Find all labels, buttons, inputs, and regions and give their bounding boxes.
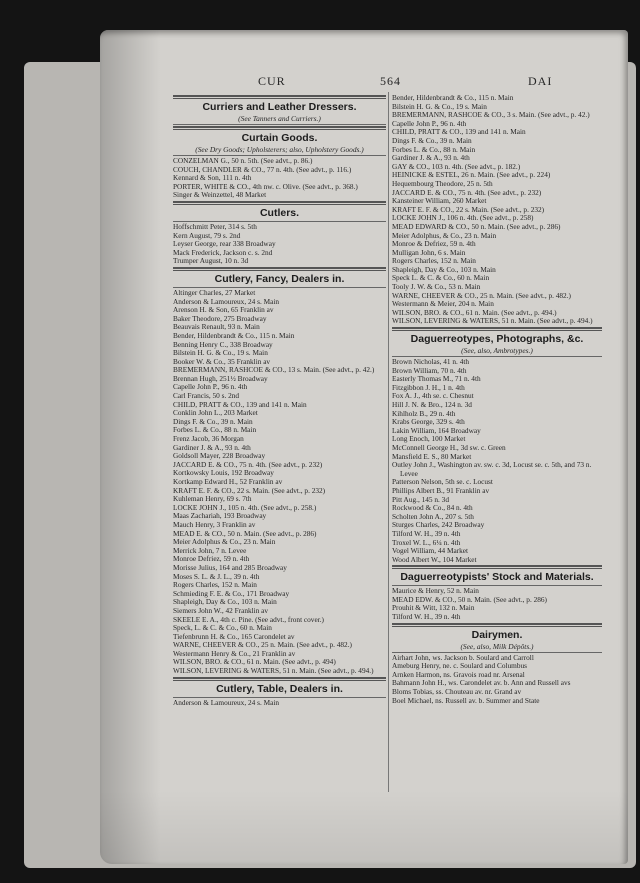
directory-entry: Leyser George, rear 338 Broadway	[173, 239, 276, 249]
section-title: Cutlery, Table, Dealers in.	[216, 682, 343, 695]
directory-entry: BREMERMANN, RASHCOE & CO., 3 s. Main. (See advt., p. 42.)	[392, 110, 590, 120]
directory-entry: WILSON, LEVERING & WATERS, 51 n. Main. (See advt., p. 494.)	[173, 666, 374, 676]
directory-entry: Rogers Charles, 152 n. Main	[173, 580, 257, 590]
section-rule	[173, 201, 386, 205]
section-rule	[392, 327, 602, 331]
directory-entry: Morisse Julius, 164 and 285 Broadway	[173, 562, 287, 572]
directory-entry: Bloms Tobias, ss. Chouteau av. nr. Grand av	[392, 687, 522, 697]
directory-entry: Mulligan John, 6 s. Main	[392, 247, 466, 257]
directory-entry: Monroe & Defriez, 59 n. 4th	[392, 239, 476, 249]
directory-entry: Capelle John P., 96 n. 4th	[173, 382, 248, 392]
directory-entry: BREMERMANN, RASHCOE & CO., 13 s. Main. (See advt., p. 42.)	[173, 365, 375, 375]
directory-entry: Bilstein H. G. & Co., 19 s. Main	[392, 101, 487, 111]
directory-entry: Bender, Hildenbrandt & Co., 115 n. Main	[392, 94, 514, 102]
directory-entry: HEINICKE & ESTEL, 26 n. Main. (See advt., p. 224)	[392, 170, 551, 180]
section-rule	[173, 126, 386, 130]
directory-entry: Shapleigh, Day & Co., 103 n. Main	[392, 264, 496, 274]
directory-entry: Tiefenbrunn H. & Co., 165 Carondelet av	[173, 631, 295, 641]
directory-entry: Monroe Defriez, 59 n. 4th	[173, 554, 250, 564]
directory-entry: Forbes L. & Co., 88 n. Main	[392, 144, 476, 154]
directory-entry: Siemers John W., 42 Franklin av	[173, 605, 269, 615]
directory-entry: Kortkowsky Louis, 192 Broadway	[173, 468, 274, 478]
section-title: Dairymen.	[471, 628, 523, 641]
directory-entry: Singer & Weinzettel, 48 Market	[173, 190, 267, 200]
directory-entry: COUCH, CHANDLER & CO., 77 n. 4th. (See advt., p. 116.)	[173, 164, 352, 174]
page-number: 564	[380, 74, 401, 88]
column-divider	[388, 92, 389, 792]
directory-entry: Frenz Jacob, 36 Morgan	[173, 434, 244, 444]
directory-entry: Hequembourg Theodore, 25 n. 5th	[392, 178, 493, 188]
directory-entry: SKEELE E. A., 4th c. Pine. (See advt., front cover.)	[173, 614, 324, 624]
section-rule	[173, 267, 386, 271]
directory-entry: Troxel W. L., 6¼ n. 4th	[392, 537, 461, 547]
directory-entry: Maas Zachariah, 193 Broadway	[173, 511, 267, 521]
directory-entry: PORTER, WHITE & CO., 4th nw. c. Olive. (See advt., p. 368.)	[173, 181, 358, 191]
directory-entry: Speck, L. & C. & Co., 60 n. Main	[173, 623, 272, 633]
directory-entry: Forbes L. & Co., 88 n. Main	[173, 425, 257, 435]
directory-entry: Booker W. & Co., 35 Franklin av	[173, 356, 271, 366]
directory-entry: Sturges Charles, 242 Broadway	[392, 520, 485, 530]
directory-entry: McConnell George H., 3d sw. c. Green	[392, 442, 506, 452]
directory-entry: WARNE, CHEEVER & CO., 25 n. Main. (See advt., p. 482.)	[173, 640, 352, 650]
directory-entry: Patterson Nelson, 5th se. c. Locust	[392, 477, 493, 487]
directory-entry: MEAD E. & CO., 50 n. Main. (See advt., p. 286)	[173, 528, 317, 538]
directory-entry: Mauch Henry, 3 Franklin av	[173, 519, 256, 529]
directory-entry: JACCARD E. & CO., 75 n. 4th. (See advt., p. 232)	[392, 187, 542, 197]
directory-entry: Scholten John A., 207 s. 5th	[392, 511, 474, 521]
section-title: Curriers and Leather Dressers.	[202, 101, 357, 113]
directory-entry: Lakin William, 164 Broadway	[392, 425, 481, 435]
directory-entry: MEAD EDW. & CO., 50 n. Main. (See advt., p. 286)	[392, 594, 547, 604]
directory-entry: Tilford W. H., 39 n. 4th	[392, 612, 461, 622]
directory-entry: Westermann Henry & Co., 21 Franklin av	[173, 648, 296, 658]
directory-entry: Brennan Hugh, 251½ Broadway	[173, 373, 268, 383]
directory-entry: Baker Theodore, 275 Broadway	[173, 313, 267, 323]
directory-entry: Benning Henry C., 338 Broadway	[173, 339, 273, 349]
directory-entry: Schmieding F. E. & Co., 171 Broadway	[173, 588, 290, 598]
directory-entry: Speck L. & C. & Co., 60 n. Main	[392, 273, 490, 283]
directory-entry: Capelle John P., 96 n. 4th	[392, 118, 467, 128]
directory-entry: Fitzgibbon J. H., 1 n. 4th	[392, 382, 465, 392]
directory-entry: Wood Albert W., 104 Market	[392, 554, 477, 564]
running-header	[0, 74, 640, 90]
directory-entry: CHILD, PRATT & CO., 139 and 141 n. Main	[173, 399, 307, 409]
directory-entry: JACCARD E. & CO., 75 n. 4th. (See advt., p. 232)	[173, 459, 323, 469]
directory-entry: Altinger Charles, 27 Market	[173, 287, 256, 297]
header-left: CUR	[258, 74, 286, 88]
directory-entry: Maurice & Henry, 52 n. Main	[392, 586, 479, 596]
section-note: (See Tanners and Curriers.)	[238, 114, 321, 123]
directory-entry: Mansfield E. S., 80 Market	[392, 451, 472, 461]
directory-entry: Kortkamp Edward H., 52 Franklin av	[173, 477, 283, 486]
directory-entry: Tooly J. W. & Co., 53 n. Main	[392, 282, 481, 292]
directory-entry: Mack Frederick, Jackson c. s. 2nd	[173, 247, 273, 257]
directory-entry: KRAFT E. F. & CO., 22 s. Main. (See advt., p. 232)	[392, 204, 545, 214]
directory-entry: Vogel William, 44 Market	[392, 546, 469, 556]
section-title: Curtain Goods.	[241, 132, 318, 144]
directory-entry: Gardiner J. & A., 93 n. 4th	[173, 442, 251, 452]
directory-entry: Outley John J., Washington av. sw. c. 3d, Locust se. c. 5th, and 73 n. Levee	[392, 460, 592, 478]
directory-entry: Long Enoch, 100 Market	[392, 434, 466, 444]
left-column	[173, 94, 386, 707]
directory-entry: Gardiner J. & A., 93 n. 4th	[392, 153, 470, 163]
directory-entry: Brown Nicholas, 41 n. 4th	[392, 357, 470, 367]
directory-entry: Merrick John, 7 n. Levee	[173, 545, 247, 555]
directory-entry: Arenson H. & Son, 65 Franklin av	[173, 305, 274, 315]
section-title: Daguerreotypists' Stock and Materials.	[400, 571, 594, 584]
section-rule	[392, 565, 602, 569]
directory-entry: CHILD, PRATT & CO., 139 and 141 n. Main	[392, 127, 526, 137]
section-note: (See, also, Ambrotypes.)	[461, 346, 533, 356]
directory-entry: WILSON, BRO. & CO., 61 n. Main. (See advt., p. 494.)	[392, 307, 557, 317]
directory-entry: Ameburg Henry, ne. c. Soulard and Columbus	[392, 661, 527, 671]
directory-entry: MEAD EDWARD & CO., 50 n. Main. (See advt., p. 286)	[392, 221, 561, 231]
directory-entry: Airhart John, ws. Jackson b. Soulard and Carroll	[392, 652, 534, 662]
directory-entry: Conklin John L., 203 Market	[173, 408, 258, 418]
section-rule	[392, 623, 602, 627]
directory-entry: Krabs George, 329 s. 4th	[392, 417, 465, 427]
directory-entry: Kihlholz B., 29 n. 4th	[392, 408, 456, 418]
directory-entry: GAY & CO., 103 n. 4th. (See advt., p. 182.)	[392, 161, 521, 171]
section-note: (See Dry Goods; Upholsterers; also, Upholstery Goods.)	[195, 145, 364, 154]
directory-entry: Trumper August, 10 n. 3d	[173, 256, 249, 266]
directory-entry: Arnken Harmon, ns. Gravois road nr. Arsenal	[392, 669, 525, 679]
directory-entry: Westermann & Meier, 204 n. Main	[392, 299, 494, 309]
directory-entry: Rogers Charles, 152 n. Main	[392, 256, 476, 266]
section-underline	[173, 124, 386, 125]
directory-entry: Hill J. N. & Bro., 124 n. 3d	[392, 400, 472, 409]
section-title: Cutlers.	[259, 206, 300, 219]
directory-entry: Kansteiner William, 260 Market	[392, 196, 487, 206]
directory-entry: Prouhit & Witt, 132 n. Main	[392, 603, 475, 613]
section-rule	[173, 677, 386, 681]
directory-entry: Anderson & Lamoureux, 24 s. Main	[173, 296, 279, 306]
directory-entry: Hoffschmitt Peter, 314 s. 5th	[173, 221, 257, 231]
directory-entry: Goldsoll Mayer, 228 Broadway	[173, 451, 266, 461]
directory-entry: KRAFT E. F. & CO., 22 s. Main. (See advt., p. 232)	[173, 485, 326, 495]
directory-entry: Dings F. & Co., 39 n. Main	[173, 416, 253, 426]
section-title: Cutlery, Fancy, Dealers in.	[214, 272, 345, 285]
directory-entry: Kuhleman Henry, 69 s. 7th	[173, 494, 252, 504]
directory-entry: Bender, Hildenbrandt & Co., 115 n. Main	[173, 330, 295, 340]
directory-entry: Fox A. J., 4th se. c. Chesnut	[392, 391, 474, 401]
directory-entry: Moses S. L. & J. L., 39 n. 4th	[173, 571, 260, 581]
directory-entry: WILSON, LEVERING & WATERS, 51 n. Main. (See advt., p. 494.)	[392, 316, 593, 326]
directory-entry: LOCKE JOHN J., 105 n. 4th. (See advt., p. 258.)	[173, 502, 317, 512]
page-fold-shadow	[100, 30, 160, 864]
directory-entry: Anderson & Lamoureux, 24 s. Main	[173, 697, 279, 707]
directory-entry: Boel Michael, ns. Russell av. b. Summer and State	[392, 695, 540, 705]
directory-entry: Rockwood & Co., 84 n. 4th	[392, 503, 473, 513]
section-note: (See, also, Milk Dépôts.)	[460, 641, 534, 651]
header-right: DAI	[528, 74, 553, 88]
directory-entry: Brown William, 70 n. 4th	[392, 365, 467, 375]
directory-entry: Easterly Thomas M., 71 n. 4th	[392, 374, 481, 384]
directory-entry: WILSON, BRO. & CO., 61 n. Main. (See advt., p. 494)	[173, 657, 336, 667]
directory-entry: Carl Francis, 50 s. 2nd	[173, 391, 240, 401]
directory-entry: Bilstein H. G. & Co., 19 s. Main	[173, 348, 268, 358]
directory-entry: Kern August, 79 s. 2nd	[173, 230, 241, 240]
directory-entry: Bahmann John H., ws. Carondelet av. b. Ann and Russell avs	[392, 678, 571, 688]
directory-entry: Kennard & Son, 111 n. 4th	[173, 173, 252, 183]
directory-entry: Phillips Albert B., 91 Franklin av	[392, 485, 490, 495]
directory-entry: Meier Adolphus, & Co., 23 n. Main	[392, 230, 497, 240]
directory-entry: Shapleigh, Day & Co., 103 n. Main	[173, 597, 277, 607]
directory-entry: Tilford W. H., 39 n. 4th	[392, 528, 461, 538]
right-column	[392, 94, 602, 705]
directory-entry: Dings F. & Co., 39 n. Main	[392, 135, 472, 145]
directory-entry: Meier Adolphus & Co., 23 n. Main	[173, 537, 276, 547]
directory-entry: Beauvais Renault, 93 n. Main	[173, 322, 260, 332]
directory-entry: LOCKE JOHN J., 106 n. 4th. (See advt., p. 258)	[392, 213, 534, 223]
section-title: Daguerreotypes, Photographs, &c.	[410, 333, 584, 346]
directory-entry: CONZELMAN G., 50 n. 5th. (See advt., p. 86.)	[173, 156, 313, 165]
page-bottom-shade	[100, 790, 628, 864]
directory-entry: Pitt Aug., 145 n. 3d	[392, 494, 449, 504]
directory-entry: WARNE, CHEEVER & CO., 25 n. Main. (See advt., p. 482.)	[392, 290, 571, 300]
section-rule	[173, 95, 386, 99]
